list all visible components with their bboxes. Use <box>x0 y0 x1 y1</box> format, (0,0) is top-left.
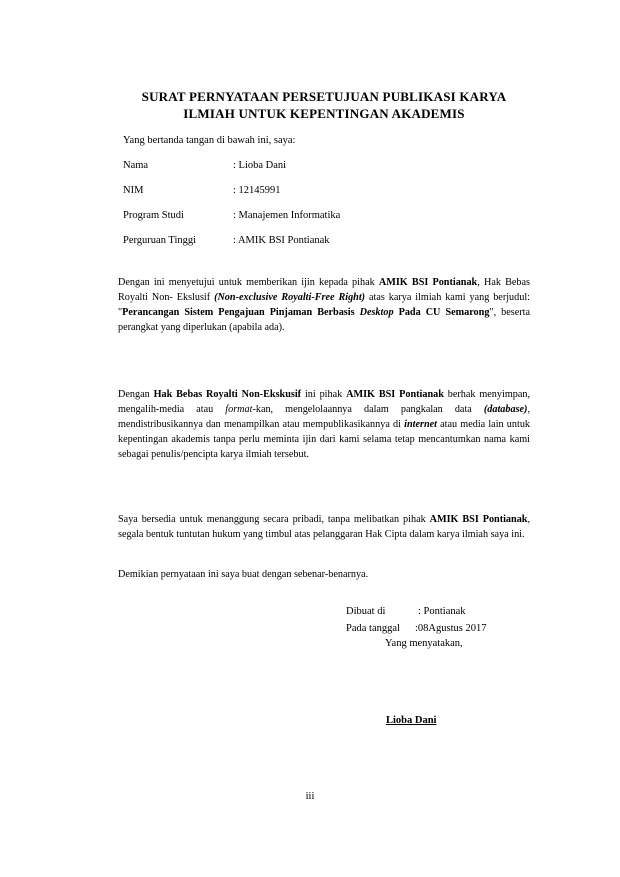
paragraph-consent <box>118 275 530 335</box>
thesis-title: Perancangan Sistem Pengajuan Pinjaman Berbasis <box>122 307 360 318</box>
text-run: ", beserta perangkat yang diperlukan (apabila ada). <box>118 307 531 333</box>
text-run: -kan, mengelolaannya dalam pangkalan data <box>252 404 484 415</box>
document-title <box>100 88 548 122</box>
page-number: iii <box>305 791 315 802</box>
italic-term: format <box>225 404 253 415</box>
identity-value: : 12145991 <box>233 185 281 196</box>
title-line-1: SURAT PERNYATAAN PERSETUJUAN PUBLIKASI KARYA <box>141 89 507 104</box>
title-line-2: ILMIAH UNTUK KEPENTINGAN AKADEMIS <box>183 106 465 121</box>
paragraph-closing: Demikian pernyataan ini saya buat dengan sebenar-benarnya. <box>118 569 369 580</box>
text-run: , mendistribusikannya dan menampilkan atau mempublikasikannya di <box>118 404 530 430</box>
identity-label: Nama <box>123 160 149 171</box>
identity-value: : Lioba Dani <box>233 160 287 171</box>
identity-value: : Manajemen Informatika <box>233 210 341 221</box>
institution-name: AMIK BSI Pontianak <box>429 514 528 525</box>
paragraph-liability <box>118 512 530 542</box>
text-run: ini pihak <box>301 389 347 400</box>
identity-label: Perguruan Tinggi <box>123 235 197 246</box>
text-run: Saya bersedia untuk menanggung secara pribadi, tanpa melibatkan pihak <box>118 514 430 525</box>
identity-label: Program Studi <box>123 210 184 221</box>
identity-value: : AMIK BSI Pontianak <box>233 235 330 246</box>
signer-name: Lioba Dani <box>386 715 437 726</box>
text-run: Dengan <box>118 389 154 400</box>
place-value: : Pontianak <box>418 606 466 617</box>
place-label: Dibuat di <box>346 606 386 617</box>
license-term: Hak Bebas Royalti Non-Ekskusif <box>153 389 302 400</box>
thesis-title-italic: Desktop <box>359 307 394 318</box>
text-run: atas karya ilmiah kami yang berjudul: " <box>118 292 530 318</box>
license-term: (Non-exclusive Royalti-Free Right) <box>214 292 366 303</box>
italic-term: (database) <box>483 404 528 415</box>
text-run: atau media lain untuk kepentingan akademis tanpa perlu meminta ijin dari kami selama tetap mencantumkan nama kami sebagai penulis/pencipta karya ilmiah tersebut. <box>118 419 531 460</box>
text-run: , segala bentuk tuntutan hukum yang timbul atas pelanggaran Hak Cipta dalam karya ilmiah saya ini. <box>118 514 530 540</box>
thesis-title-end: Pada CU Semarong <box>393 307 490 318</box>
institution-name: AMIK BSI Pontianak <box>378 277 478 288</box>
italic-term: internet <box>404 419 437 430</box>
text-run: berhak menyimpan, mengalih-media atau <box>118 389 531 415</box>
text-run: Dengan ini menyetujui untuk memberikan ijin kepada pihak <box>118 277 379 288</box>
date-value: :08Agustus 2017 <box>415 623 487 634</box>
date-label: Pada tanggal <box>346 623 400 634</box>
identity-label: NIM <box>123 185 144 196</box>
text-run: , Hak Bebas Royalti Non- Ekslusif <box>118 277 530 303</box>
institution-name: AMIK BSI Pontianak <box>346 389 444 400</box>
paragraph-rights <box>118 387 530 462</box>
intro-text: Yang bertanda tangan di bawah ini, saya: <box>123 135 296 146</box>
statement-text: Yang menyatakan, <box>385 638 463 649</box>
